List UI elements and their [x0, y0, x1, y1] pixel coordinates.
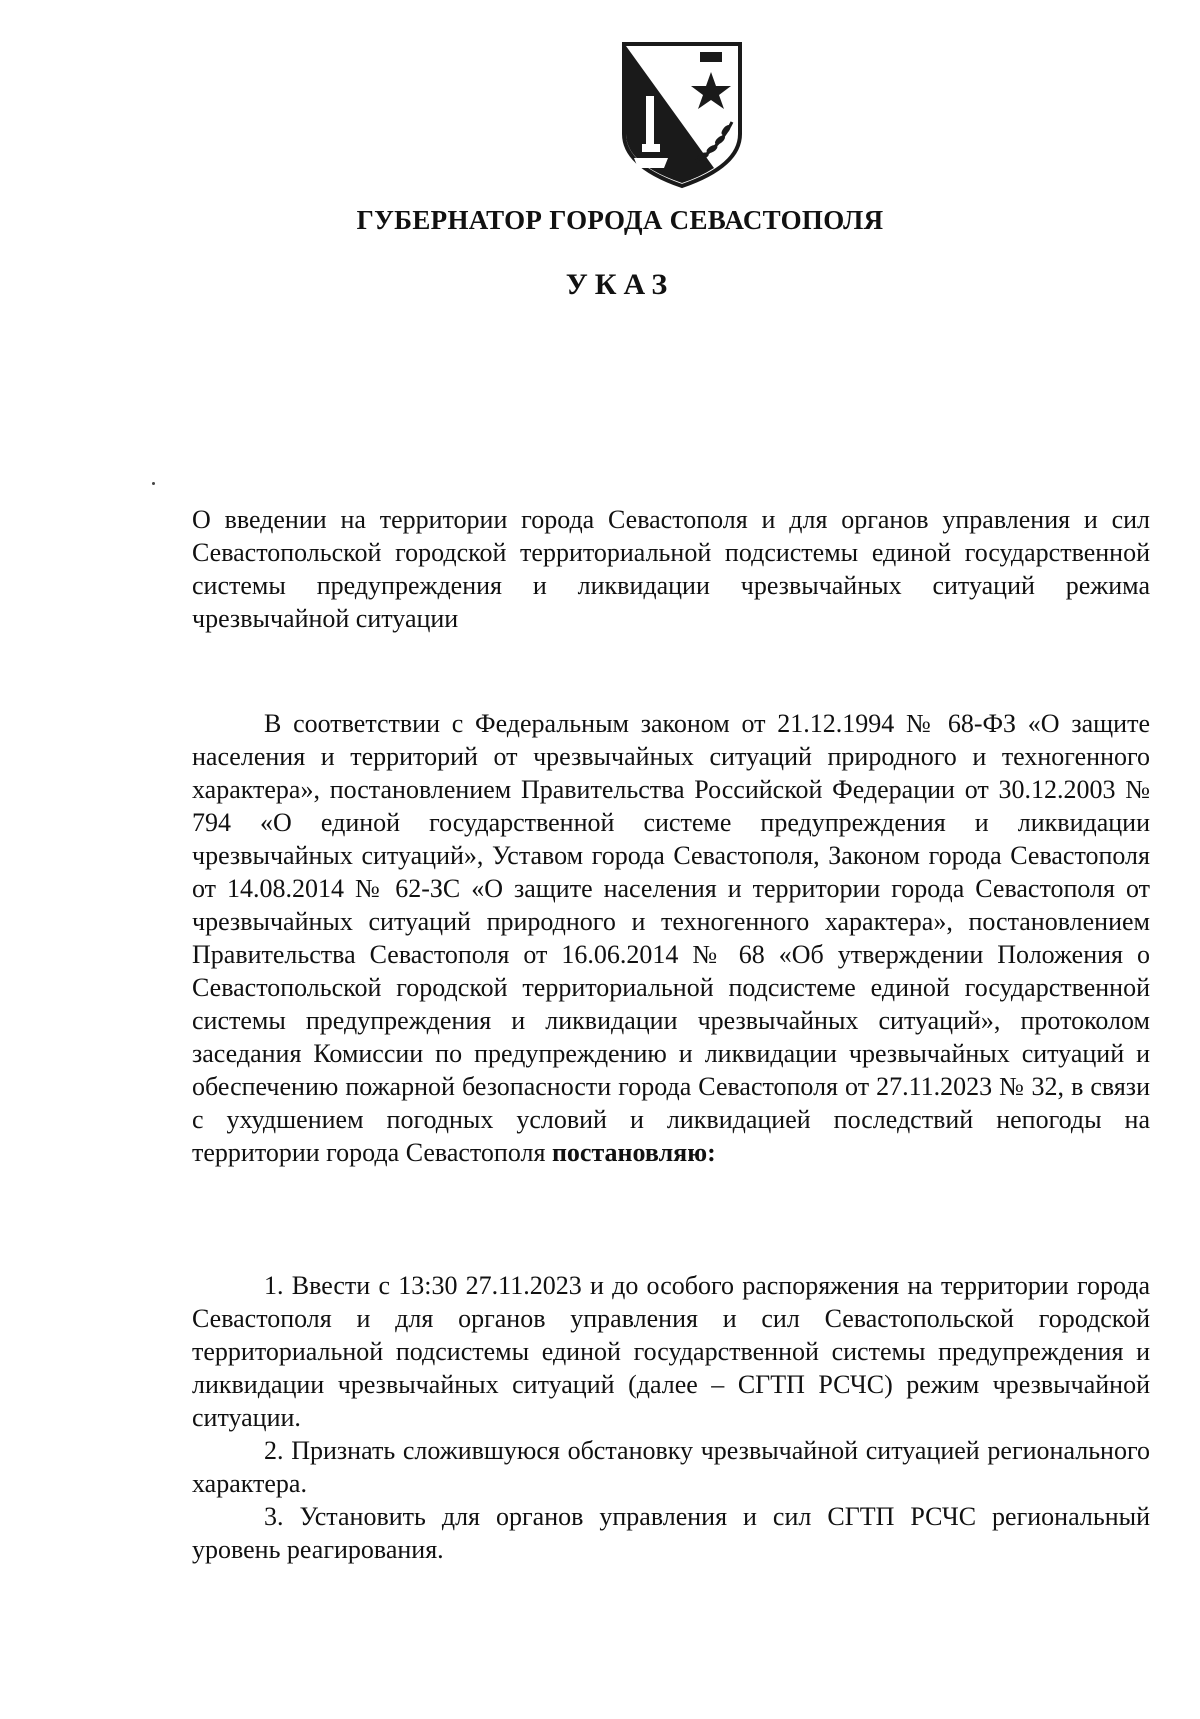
issuing-authority-heading: ГУБЕРНАТОР ГОРОДА СЕВАСТОПОЛЯ: [356, 205, 884, 235]
decree-items: [192, 1269, 1150, 1566]
decree-preamble: [192, 707, 1150, 1169]
decree-item-1: 1. Ввести с 13:30 27.11.2023 и до особого распоряжения на территории города Севастополя и для органов управления и сил Севастопольской городской территориальной подсистемы единой государственной системы предупреждения и ликвидации чрезвычайных ситуаций (далее – СГТП РСЧС) режим чрезвычайной ситуации.: [192, 1271, 1150, 1432]
preamble-text: В соответствии с Федеральным законом от 21.12.1994 № 68-ФЗ «О защите населения и территорий от чрезвычайных ситуаций природного и техногенного характера», постановлением Правительства Российской Федерации от 30.12.2003 № 794 «О единой государственной системе предупреждения и ликвидации чрезвычайных ситуаций», Уставом города Севастополя, Законом города Севастополя от 14.08.2014 № 62-ЗС «О защите населения и территории города Севастополя от чрезвычайных ситуаций природного и техногенного характера», постановлением Правительства Севастополя от 16.06.2014 № 68 «Об утверждении Положения о Севастопольской городской территориальной подсистеме единой государственной системы предупреждения и ликвидации чрезвычайных ситуаций», протоколом заседания Комиссии по предупреждению и ликвидации чрезвычайных ситуаций и обеспечению пожарной безопасности города Севастополя от 27.11.2023 № 32, в связи с ухудшением погодных условий и ликвидацией последствий непогоды на территории города Севастополя: [192, 709, 1150, 1167]
scan-artifact: [152, 482, 155, 485]
document-type-heading: УКАЗ: [565, 268, 675, 301]
sevastopol-coat-of-arms-icon: [620, 38, 744, 190]
decree-subject: О введении на территории города Севастополя и для органов управления и сил Севастопольской городской территориальной подсистемы единой государственной системы предупреждения и ликвидации чрезвычайных ситуаций режима чрезвычайной ситуации: [192, 505, 1150, 633]
decree-item-2: 2. Признать сложившуюся обстановку чрезвычайной ситуацией регионального характера.: [192, 1436, 1150, 1498]
resolution-word: постановляю:: [551, 1138, 716, 1167]
decree-item-3: 3. Установить для органов управления и сил СГТП РСЧС региональный уровень реагирования.: [192, 1502, 1150, 1564]
